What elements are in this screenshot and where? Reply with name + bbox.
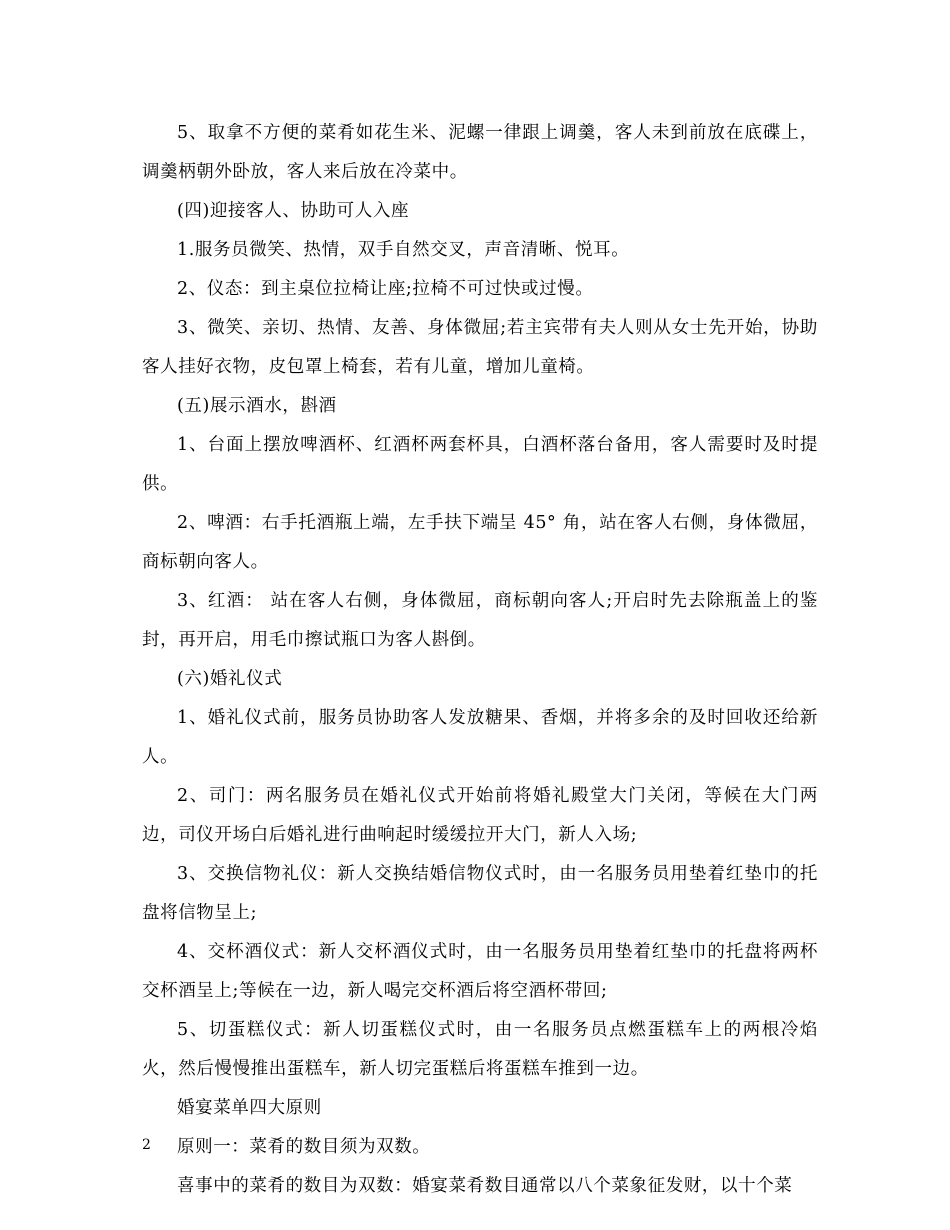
paragraph-cross-cup-wine: 4、交杯酒仪式：新人交杯酒仪式时，由一名服务员用垫着红垫巾的托盘将两杯交杯酒呈上;等候在一边，新人喝完交杯酒后将空酒杯带回;: [142, 942, 818, 1001]
paragraph-smile-warmth: 1.服务员微笑、热情，双手自然交叉，声音清晰、悦耳。: [177, 240, 630, 260]
page-number: 2: [142, 1137, 151, 1153]
paragraph-token-exchange: 3、交换信物礼仪：新人交换结婚信物仪式时，由一名服务员用垫着红垫巾的托盘将信物呈上;: [142, 864, 818, 923]
paragraph-door-service: 2、司门：两名服务员在婚礼仪式开始前将婚礼殿堂大门关闭，等候在大门两边，司仪开场白后婚礼进行曲响起时缓缓拉开大门，新人入场;: [142, 786, 818, 845]
paragraph-cake-cutting: 5、切蛋糕仪式：新人切蛋糕仪式时，由一名服务员点燃蛋糕车上的两根冷焰火，然后慢慢推出蛋糕车，新人切完蛋糕后将蛋糕车推到一边。: [142, 1020, 818, 1079]
document-body: [142, 114, 818, 1206]
paragraph-posture: 2、仪态：到主桌位拉椅让座;拉椅不可过快或过慢。: [177, 279, 594, 299]
section-heading-wedding-ceremony: (六)婚礼仪式: [177, 669, 283, 689]
paragraph-glassware: 1、台面上摆放啤酒杯、红酒杯两套杯具，白酒杯落台备用，客人需要时及时提供。: [142, 435, 818, 494]
section-heading-greet-guests: (四)迎接客人、协助可人入座: [177, 201, 410, 221]
paragraph-even-number-dishes: 喜事中的菜肴的数目为双数：婚宴菜肴数目通常以八个菜象征发财，以十个菜: [177, 1176, 793, 1196]
paragraph-principle-one: 原则一：菜肴的数目须为双数。: [177, 1137, 431, 1157]
section-heading-wine-service: (五)展示酒水，斟酒: [177, 396, 337, 416]
paragraph-red-wine-service: 3、红酒： 站在客人右侧，身体微屈，商标朝向客人;开启时先去除瓶盖上的鉴封，再开启，用毛巾擦试瓶口为客人斟倒。: [142, 591, 818, 650]
section-heading-menu-principles: 婚宴菜单四大原则: [177, 1098, 322, 1118]
paragraph-beer-service: 2、啤酒：右手托酒瓶上端，左手扶下端呈 45° 角，站在客人右侧，身体微屈，商标朝向客人。: [142, 513, 818, 572]
paragraph-assist-guests: 3、微笑、亲切、热情、友善、身体微屈;若主宾带有夫人则从女士先开始，协助客人挂好衣物，皮包罩上椅套，若有儿童，增加儿童椅。: [142, 318, 818, 377]
paragraph-candy-cigarettes: 1、婚礼仪式前，服务员协助客人发放糖果、香烟，并将多余的及时回收还给新人。: [142, 708, 818, 767]
paragraph-item-5-cold-dish-spoon: 5、取拿不方便的菜肴如花生米、泥螺一律跟上调羹，客人未到前放在底碟上，调羹柄朝外卧放，客人来后放在冷菜中。: [142, 123, 818, 182]
